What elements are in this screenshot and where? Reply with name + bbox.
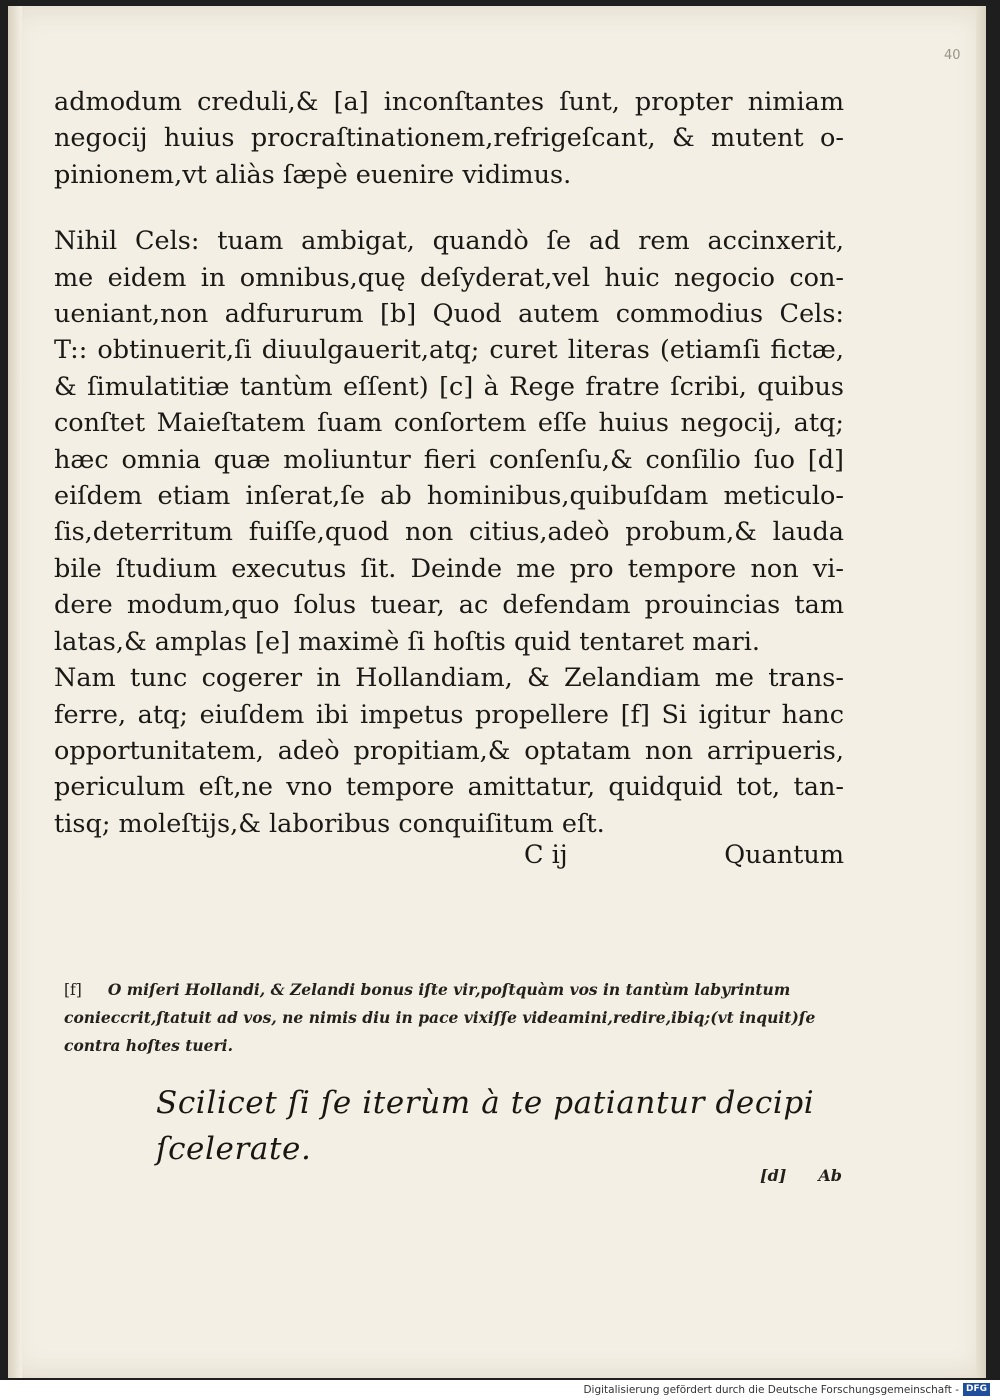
text-line: bile ſtudium executus ſit. Deinde me pro tempore non vi- xyxy=(54,553,844,584)
footnote xyxy=(64,976,844,1060)
text-line: ueniant,non adfururum [b] Quod autem commodius Cels: xyxy=(54,299,844,330)
text-line: conſtet Maieſtatem ſuam conſortem eſſe huius negocij, atq; xyxy=(54,408,844,439)
footnote-line: contra hoſtes tueri. xyxy=(64,1036,233,1055)
text-line: T:: obtinuerit,ſi diuulgauerit,atq; curet literas (etiamſi fictæ, xyxy=(54,335,844,366)
page-gutter-shadow xyxy=(8,6,22,1378)
text-line: dere modum,quo ſolus tuear, ac defendam prouincias tam xyxy=(54,590,844,621)
main-text-block xyxy=(54,84,844,842)
bottom-catch-word: Ab xyxy=(818,1166,842,1185)
footnote-line: O miſeri Hollandi, & Zelandi bonus iſte vir,poſtquàm vos in tantùm labyrintum xyxy=(107,980,791,999)
bottom-catch-marker: [d] xyxy=(760,1166,787,1185)
handwritten-annotation: Scilicet ſi ſe iterùm à te patiantur decipi ſcelerate. xyxy=(156,1085,815,1167)
paragraph-gap xyxy=(54,193,844,223)
funding-credit xyxy=(583,1383,990,1396)
text-line: opportunitatem, adeò propitiam,& optatam non arripueris, xyxy=(54,735,844,766)
text-line: negocij huius procraſtinationem,refrigeſcant, & mutent o- xyxy=(54,123,844,154)
page-edge xyxy=(976,6,986,1378)
text-line: ferre, atq; eiuſdem ibi impetus propellere [f] Si igitur hanc xyxy=(54,699,844,730)
text-line: Nihil Cels: tuam ambigat, quandò ſe ad rem accinxerit, xyxy=(54,226,844,257)
digitization-footer xyxy=(0,1380,1000,1400)
signature-mark: C ij xyxy=(524,840,568,870)
funding-credit-text: Digitalisierung gefördert durch die Deutsche Forschungsgemeinschaft - xyxy=(583,1383,959,1396)
footnote-line: conieccrit,ſtatuit ad vos, ne nimis diu in pace vixiſſe videamini,redire,ibiq;(vt inquit)ſe xyxy=(64,1008,816,1027)
dfg-logo-icon[interactable]: DFG xyxy=(963,1383,990,1396)
footnote-marker: [f] xyxy=(64,981,82,999)
text-line: pinionem,vt aliàs ſæpè euenire vidimus. xyxy=(54,159,572,190)
text-line: ſis,deterritum fuiſſe,quod non citius,adeò probum,& lauda xyxy=(54,517,844,548)
text-line: latas,& amplas [e] maximè ſi hoſtis quid tentaret mari. xyxy=(54,626,760,657)
text-line: tisq; moleſtijs,& laboribus conquiſitum eſt. xyxy=(54,808,605,839)
text-line: admodum creduli,& [a] inconſtantes ſunt, propter nimiam xyxy=(54,87,844,117)
text-line: Nam tunc cogerer in Hollandiam, & Zelandiam me trans- xyxy=(54,663,844,694)
catchword: Quantum xyxy=(724,840,844,870)
signature-catchword-row xyxy=(54,836,844,876)
text-line: hæc omnia quæ moliuntur fieri conſenſu,& conſilio ſuo [d] xyxy=(54,444,844,475)
text-line: & ſimulatitiæ tantùm eſſent) [c] à Rege fratre ſcribi, quibus xyxy=(54,371,844,402)
text-line: periculum eſt,ne vno tempore amittatur, quidquid tot, tan- xyxy=(54,772,844,803)
book-page xyxy=(8,6,986,1378)
folio-number: 40 xyxy=(944,48,961,63)
text-line: me eidem in omnibus,quę deſyderat,vel huic negocio con- xyxy=(54,262,844,293)
text-line: eiſdem etiam inſerat,ſe ab hominibus,quibuſdam meticulo- xyxy=(54,481,844,512)
bottom-catchword xyxy=(760,1166,842,1185)
